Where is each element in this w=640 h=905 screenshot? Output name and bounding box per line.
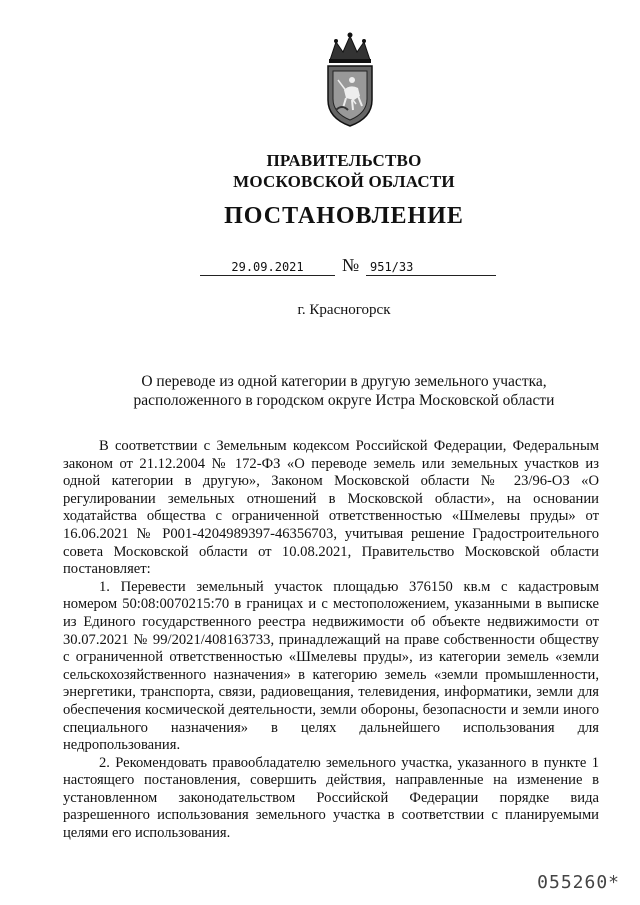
item-1-paragraph: 1. Перевести земельный участок площадью 376150 кв.м с кадастровым номером 50:08:0070215:70 в границах и с местоположением, указанными в выписке из Единого государственного реестра недвижимости об объекте недвижимости от 30.07.2021 № 99/2021/408163733, принадлежащий на праве собственности обществу с ограниченной ответственностью «Шмелевы пруды», из категории земель «земли сельскохозяйственного назначения» в категорию земель «земли промышленности, энергетики, транспорта, связи, радиовещания, телевидения, информатики, земли для обеспечения космической деятельности, земли обороны, безопасности и земли иного специального назначения» в целях дальнейшего использования для недропользования. <box>63 578 599 754</box>
document-date: 29.09.2021 <box>200 259 335 276</box>
subject-line-2: расположенного в городском округе Истра Московской области <box>133 392 555 409</box>
number-sign: № <box>342 255 360 275</box>
preamble-paragraph: В соответствии с Земельным кодексом Российской Федерации, Федеральным законом от 21.12.2004 № 172-ФЗ «О переводе земель или земельных участков из одной категории в другую», Законом Московской области № 23/96-ОЗ «О регулировании земельных отношений в Московской области», на основании ходатайства общества с ограниченной ответственностью «Шмелевы пруды» от 16.06.2021 № Р001-4204989397-46356703, учитывая решение Градостроительного совета Московской области от 10.08.2021, Правительство Московской области постановляет: <box>63 438 599 578</box>
document-number: 951/33 <box>366 259 496 276</box>
government-title-line-2: МОСКОВСКОЙ ОБЛАСТИ <box>233 172 455 191</box>
city-name: г. Красногорск <box>297 302 391 318</box>
coat-of-arms-icon <box>316 30 384 130</box>
document-type: ПОСТАНОВЛЕНИЕ <box>224 203 464 229</box>
document-body <box>63 438 599 843</box>
item-2-paragraph: 2. Рекомендовать правообладателю земельного участка, указанного в пункте 1 настоящего постановления, совершить действия, направленные на изменение в установленном законодательством Российской Федерации порядке вида разрешенного использования земельного участка в соответствии с планируемыми целями его использования. <box>63 754 599 842</box>
date-number-line <box>0 257 640 279</box>
government-title-line-1: ПРАВИТЕЛЬСТВО <box>266 151 422 170</box>
serial-stamp: 055260* <box>537 872 620 893</box>
subject-line-1: О переводе из одной категории в другую земельного участка, <box>141 373 547 390</box>
document-subject <box>24 372 640 410</box>
